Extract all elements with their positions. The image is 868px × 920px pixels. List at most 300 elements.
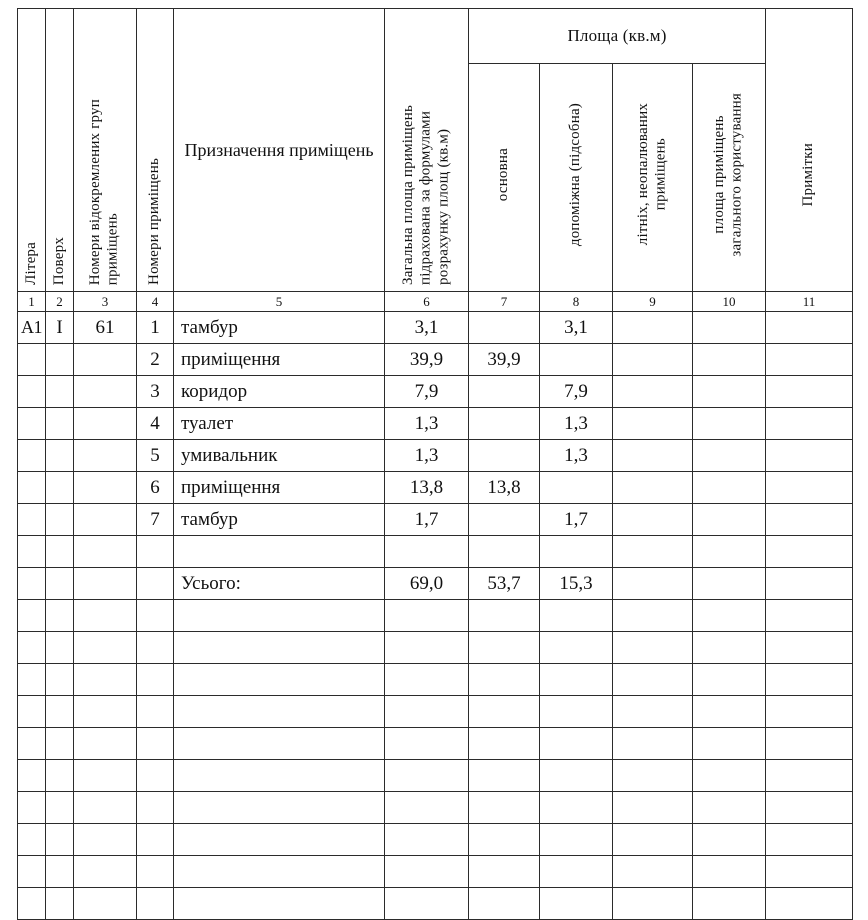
cell-litera (18, 760, 46, 792)
cell-purpose-text: приміщення (181, 349, 281, 370)
cell-litera (18, 440, 46, 472)
header-col-2-label: Поверх (50, 236, 67, 285)
cell-summer-area (613, 504, 693, 536)
cell-poverh (46, 344, 74, 376)
cell-total-area-text (385, 760, 468, 791)
cell-litera-text (18, 536, 45, 567)
cell-premise-number-text: 1 (150, 317, 160, 338)
cell-common-area-text (693, 824, 765, 855)
cell-summer-area (613, 856, 693, 888)
table-row (18, 408, 853, 440)
cell-auxiliary-area (540, 664, 613, 696)
cell-main-area-text (469, 824, 539, 855)
cell-notes (766, 664, 853, 696)
cell-auxiliary-area (540, 600, 613, 632)
cell-poverh-text (46, 440, 73, 471)
cell-summer-area-text (613, 344, 692, 375)
cell-summer-area-text (613, 696, 692, 727)
cell-summer-area-text (613, 664, 692, 695)
cell-summer-area-text (613, 632, 692, 663)
cell-auxiliary-area (540, 696, 613, 728)
cell-auxiliary-area (540, 312, 613, 344)
cell-purpose (174, 376, 385, 408)
cell-purpose (174, 568, 385, 600)
cell-litera (18, 344, 46, 376)
cell-group-number (74, 536, 137, 568)
cell-purpose-text (174, 632, 384, 663)
cell-group-number-text (74, 856, 136, 887)
cell-auxiliary-area (540, 792, 613, 824)
cell-notes-text (766, 376, 852, 407)
cell-litera (18, 664, 46, 696)
cell-purpose-text (174, 600, 384, 631)
column-number-2: 2 (46, 292, 74, 312)
cell-main-area (469, 376, 540, 408)
cell-common-area (693, 536, 766, 568)
cell-poverh-text (46, 696, 73, 727)
cell-summer-area-text (613, 888, 692, 919)
cell-summer-area (613, 664, 693, 696)
cell-main-area-text (469, 408, 539, 439)
cell-litera (18, 408, 46, 440)
table-row (18, 856, 853, 888)
cell-group-number-text (74, 760, 136, 791)
column-number-9: 9 (613, 292, 693, 312)
cell-auxiliary-area-text (540, 664, 612, 695)
cell-total-area-text: 13,8 (409, 477, 444, 498)
table-body (18, 312, 853, 920)
cell-summer-area (613, 312, 693, 344)
cell-summer-area-text (613, 760, 692, 791)
cell-purpose (174, 312, 385, 344)
cell-summer-area (613, 728, 693, 760)
cell-auxiliary-area (540, 568, 613, 600)
header-col-3-label: Номери відокремлених груп приміщень (87, 98, 121, 285)
cell-main-area-text (469, 600, 539, 631)
cell-total-area-text (385, 856, 468, 887)
cell-main-area-text (469, 312, 539, 343)
cell-group-number-text (74, 504, 136, 535)
cell-litera (18, 472, 46, 504)
table-row (18, 824, 853, 856)
cell-auxiliary-area-text: 1,7 (564, 509, 588, 530)
cell-main-area (469, 504, 540, 536)
cell-purpose-text: тамбур (181, 509, 238, 530)
table-row (18, 536, 853, 568)
cell-common-area-text (693, 856, 765, 887)
cell-main-area (469, 536, 540, 568)
cell-summer-area (613, 824, 693, 856)
cell-litera-text (18, 760, 45, 791)
cell-notes (766, 824, 853, 856)
cell-poverh (46, 600, 74, 632)
cell-auxiliary-area-text (540, 824, 612, 855)
cell-litera-text (18, 888, 45, 919)
header-col-6-label: Загальна площа приміщень підрахована за формулами розрахунку площ (кв.м) (399, 105, 452, 285)
cell-total-area-text: 3,1 (414, 317, 439, 338)
cell-total-area-text (385, 632, 468, 663)
cell-auxiliary-area (540, 888, 613, 920)
cell-group-number (74, 600, 137, 632)
cell-litera-text (18, 664, 45, 695)
cell-notes-text (766, 728, 852, 759)
cell-total-area (385, 568, 469, 600)
cell-auxiliary-area (540, 760, 613, 792)
cell-notes-text (766, 472, 852, 503)
cell-poverh (46, 664, 74, 696)
cell-notes (766, 792, 853, 824)
premises-area-table (17, 8, 853, 920)
cell-summer-area-text (613, 728, 692, 759)
cell-poverh-text (46, 536, 73, 567)
cell-litera-text (18, 696, 45, 727)
cell-summer-area-text (613, 376, 692, 407)
cell-litera-text: A1 (21, 317, 42, 337)
cell-poverh-text (46, 408, 73, 439)
cell-poverh (46, 792, 74, 824)
cell-group-number (74, 440, 137, 472)
cell-auxiliary-area (540, 536, 613, 568)
cell-notes (766, 856, 853, 888)
cell-purpose-text (174, 696, 384, 727)
cell-common-area (693, 760, 766, 792)
cell-summer-area (613, 600, 693, 632)
header-col-11-label: Примітки (800, 142, 817, 207)
cell-purpose-text (174, 792, 384, 823)
cell-purpose (174, 600, 385, 632)
cell-premise-number-text (137, 600, 173, 631)
table-row (18, 312, 853, 344)
cell-poverh (46, 760, 74, 792)
cell-total-area-text: 7,9 (414, 381, 439, 402)
cell-common-area (693, 472, 766, 504)
column-number-10: 10 (693, 292, 766, 312)
cell-notes-text (766, 760, 852, 791)
table-row (18, 472, 853, 504)
cell-premise-number (137, 856, 174, 888)
cell-poverh-text (46, 632, 73, 663)
cell-group-number (74, 664, 137, 696)
cell-main-area (469, 600, 540, 632)
cell-notes (766, 504, 853, 536)
column-number-row (18, 292, 853, 312)
cell-premise-number (137, 536, 174, 568)
header-col-9-label: літніх, неопалюваних приміщень (634, 103, 669, 246)
cell-common-area (693, 696, 766, 728)
cell-premise-number (137, 696, 174, 728)
cell-summer-area-text (613, 856, 692, 887)
cell-notes-text (766, 504, 852, 535)
cell-litera (18, 824, 46, 856)
cell-group-number (74, 888, 137, 920)
cell-total-area (385, 664, 469, 696)
cell-common-area-text (693, 408, 765, 439)
cell-purpose-text (174, 664, 384, 695)
cell-total-area-text: 69,0 (409, 573, 444, 594)
cell-litera (18, 856, 46, 888)
cell-auxiliary-area-text: 1,3 (564, 413, 588, 434)
cell-summer-area-text (613, 536, 692, 567)
cell-common-area-text (693, 760, 765, 791)
cell-auxiliary-area (540, 408, 613, 440)
cell-premise-number (137, 632, 174, 664)
cell-purpose (174, 664, 385, 696)
cell-notes (766, 632, 853, 664)
table-row (18, 600, 853, 632)
cell-group-number-text: 61 (95, 317, 115, 338)
header-col-5-purpose: Призначення приміщень (174, 9, 385, 292)
cell-group-number-text (74, 568, 136, 599)
cell-common-area-text (693, 472, 765, 503)
cell-purpose-text (174, 824, 384, 855)
cell-summer-area (613, 536, 693, 568)
header-col-4-label: Номери приміщень (146, 158, 163, 285)
cell-total-area-text: 1,3 (414, 445, 439, 466)
cell-premise-number (137, 664, 174, 696)
cell-total-area (385, 888, 469, 920)
cell-poverh (46, 856, 74, 888)
cell-group-number-text (74, 344, 136, 375)
cell-main-area-text (469, 536, 539, 567)
cell-litera-text (18, 408, 45, 439)
header-col-7-main-area (469, 64, 540, 292)
cell-auxiliary-area-text (540, 856, 612, 887)
cell-premise-number-text: 3 (150, 381, 160, 402)
cell-litera-text (18, 824, 45, 855)
cell-purpose-text: умивальник (181, 445, 278, 466)
column-number-11: 11 (766, 292, 853, 312)
cell-group-number-text (74, 664, 136, 695)
cell-main-area (469, 728, 540, 760)
cell-total-area-text: 1,3 (414, 413, 439, 434)
cell-group-number-text (74, 600, 136, 631)
cell-summer-area-text (613, 312, 692, 343)
cell-group-number-text (74, 632, 136, 663)
cell-litera (18, 536, 46, 568)
cell-litera (18, 504, 46, 536)
header-col-10-common-use-area (693, 64, 766, 292)
column-number-3: 3 (74, 292, 137, 312)
cell-litera-text (18, 504, 45, 535)
cell-group-number (74, 376, 137, 408)
cell-main-area (469, 472, 540, 504)
cell-auxiliary-area-text (540, 344, 612, 375)
cell-common-area (693, 376, 766, 408)
cell-notes (766, 536, 853, 568)
cell-auxiliary-area-text (540, 728, 612, 759)
cell-auxiliary-area (540, 472, 613, 504)
cell-group-number-text (74, 536, 136, 567)
cell-purpose-text: приміщення (181, 477, 281, 498)
cell-common-area (693, 824, 766, 856)
header-area-group: Площа (кв.м) (469, 9, 766, 64)
cell-total-area (385, 728, 469, 760)
cell-main-area (469, 344, 540, 376)
cell-group-number (74, 472, 137, 504)
cell-purpose (174, 632, 385, 664)
cell-main-area (469, 440, 540, 472)
cell-total-area-text (385, 600, 468, 631)
cell-notes (766, 440, 853, 472)
cell-common-area (693, 664, 766, 696)
cell-premise-number (137, 792, 174, 824)
cell-common-area (693, 600, 766, 632)
cell-premise-number-text (137, 664, 173, 695)
cell-notes-text (766, 536, 852, 567)
table-row (18, 728, 853, 760)
cell-poverh (46, 504, 74, 536)
table-row (18, 344, 853, 376)
cell-premise-number-text (137, 792, 173, 823)
cell-group-number (74, 760, 137, 792)
cell-notes-text (766, 888, 852, 919)
cell-total-area (385, 600, 469, 632)
cell-poverh (46, 312, 74, 344)
cell-purpose (174, 792, 385, 824)
cell-main-area (469, 792, 540, 824)
cell-group-number (74, 728, 137, 760)
cell-main-area-text: 39,9 (487, 349, 521, 370)
cell-total-area-text (385, 792, 468, 823)
cell-common-area-text (693, 888, 765, 919)
cell-main-area-text (469, 856, 539, 887)
cell-group-number-text (74, 440, 136, 471)
cell-main-area (469, 888, 540, 920)
cell-group-number (74, 312, 137, 344)
cell-poverh (46, 824, 74, 856)
cell-purpose (174, 760, 385, 792)
cell-main-area (469, 312, 540, 344)
cell-premise-number (137, 440, 174, 472)
table-row (18, 696, 853, 728)
header-col-9-summer-unheated-area (613, 64, 693, 292)
cell-auxiliary-area-text (540, 600, 612, 631)
table-row (18, 792, 853, 824)
header-col-8-auxiliary-area (540, 64, 613, 292)
cell-main-area-text (469, 664, 539, 695)
cell-premise-number-text (137, 728, 173, 759)
cell-summer-area (613, 568, 693, 600)
cell-main-area-text (469, 792, 539, 823)
cell-common-area (693, 312, 766, 344)
cell-group-number (74, 792, 137, 824)
cell-total-area (385, 760, 469, 792)
cell-group-number (74, 824, 137, 856)
cell-litera (18, 792, 46, 824)
cell-litera (18, 376, 46, 408)
cell-group-number (74, 504, 137, 536)
cell-poverh-text (46, 472, 73, 503)
cell-notes-text (766, 632, 852, 663)
cell-summer-area-text (613, 568, 692, 599)
cell-premise-number-text (137, 888, 173, 919)
cell-total-area (385, 376, 469, 408)
cell-summer-area (613, 792, 693, 824)
cell-auxiliary-area (540, 824, 613, 856)
cell-purpose (174, 472, 385, 504)
cell-auxiliary-area-text: 7,9 (564, 381, 588, 402)
cell-auxiliary-area-text: 1,3 (564, 445, 588, 466)
cell-summer-area (613, 632, 693, 664)
cell-premise-number (137, 728, 174, 760)
cell-purpose-text (174, 760, 384, 791)
cell-premise-number (137, 888, 174, 920)
cell-main-area (469, 760, 540, 792)
cell-auxiliary-area-text (540, 472, 612, 503)
cell-common-area-text (693, 504, 765, 535)
cell-poverh (46, 440, 74, 472)
cell-auxiliary-area-text: 15,3 (559, 573, 593, 594)
cell-notes (766, 760, 853, 792)
cell-premise-number (137, 504, 174, 536)
cell-auxiliary-area-text: 3,1 (564, 317, 588, 338)
cell-purpose (174, 408, 385, 440)
document-sheet (17, 8, 852, 886)
column-number-7: 7 (469, 292, 540, 312)
cell-notes (766, 408, 853, 440)
cell-auxiliary-area-text (540, 536, 612, 567)
cell-auxiliary-area (540, 504, 613, 536)
cell-common-area-text (693, 792, 765, 823)
cell-purpose (174, 536, 385, 568)
cell-common-area (693, 856, 766, 888)
header-col-11-notes (766, 9, 853, 292)
cell-auxiliary-area-text (540, 792, 612, 823)
cell-main-area-text (469, 440, 539, 471)
cell-group-number (74, 408, 137, 440)
cell-notes (766, 312, 853, 344)
cell-premise-number-text (137, 760, 173, 791)
column-number-5: 5 (174, 292, 385, 312)
cell-purpose (174, 856, 385, 888)
cell-group-number-text (74, 408, 136, 439)
cell-notes-text (766, 440, 852, 471)
cell-total-area-text: 39,9 (409, 349, 444, 370)
cell-main-area (469, 856, 540, 888)
cell-common-area-text (693, 568, 765, 599)
cell-poverh-text (46, 792, 73, 823)
cell-poverh-text (46, 824, 73, 855)
cell-summer-area-text (613, 600, 692, 631)
cell-litera (18, 600, 46, 632)
cell-premise-number-text (137, 824, 173, 855)
cell-notes-text (766, 600, 852, 631)
cell-total-area (385, 344, 469, 376)
cell-common-area (693, 344, 766, 376)
column-number-1: 1 (18, 292, 46, 312)
cell-notes-text (766, 312, 852, 343)
cell-summer-area (613, 696, 693, 728)
cell-notes (766, 728, 853, 760)
cell-premise-number-text: 2 (150, 349, 160, 370)
table-row (18, 568, 853, 600)
cell-poverh-text (46, 664, 73, 695)
cell-summer-area (613, 376, 693, 408)
cell-group-number-text (74, 888, 136, 919)
cell-main-area-text (469, 728, 539, 759)
cell-litera (18, 568, 46, 600)
cell-premise-number-text (137, 568, 173, 599)
cell-premise-number-text: 6 (150, 477, 160, 498)
cell-common-area-text (693, 536, 765, 567)
cell-main-area (469, 824, 540, 856)
cell-summer-area (613, 408, 693, 440)
cell-summer-area-text (613, 792, 692, 823)
table-row (18, 888, 853, 920)
cell-premise-number-text: 4 (150, 413, 160, 434)
cell-group-number (74, 696, 137, 728)
cell-total-area-text (385, 536, 468, 567)
